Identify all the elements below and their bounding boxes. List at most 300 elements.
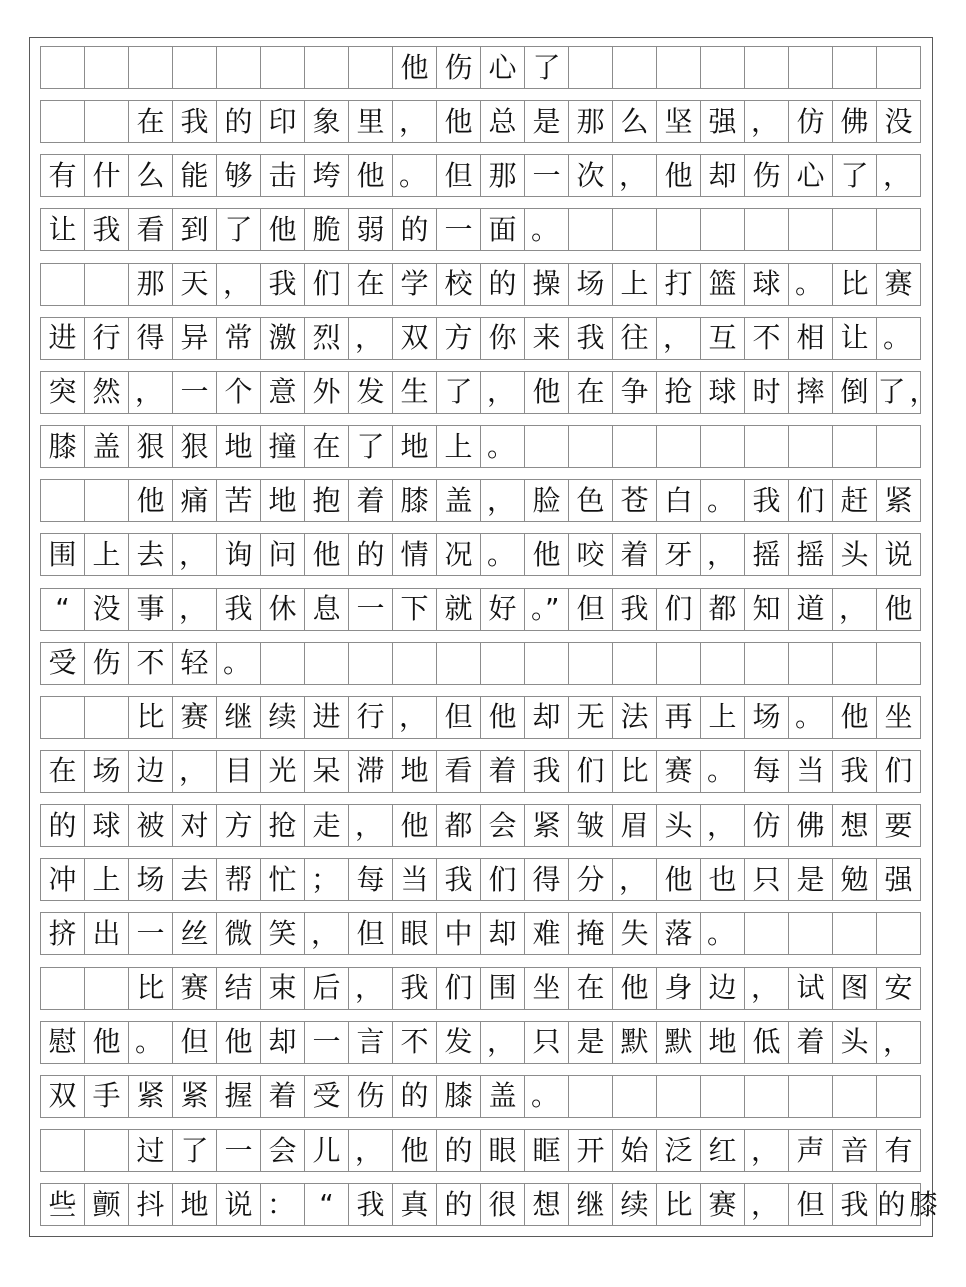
grid-cell: 个 <box>217 372 261 413</box>
grid-cell: 。 <box>877 318 921 359</box>
grid-cell: 抢 <box>657 372 701 413</box>
grid-cell: ， <box>305 913 349 954</box>
grid-cell <box>657 1076 701 1117</box>
grid-cell <box>877 47 921 88</box>
grid-cell: 他 <box>261 209 305 250</box>
grid-cell: 只 <box>745 859 789 900</box>
grid-cell: 一 <box>129 913 173 954</box>
grid-cell: 他 <box>657 859 701 900</box>
grid-cell <box>41 264 85 305</box>
grid-cell: ， <box>393 101 437 142</box>
grid-cell: 声 <box>789 1130 833 1171</box>
grid-cell: 。 <box>701 913 745 954</box>
grid-cell: 上 <box>701 697 745 738</box>
grid-cell: 光 <box>261 751 305 792</box>
grid-cell: 发 <box>349 372 393 413</box>
grid-cell: 他 <box>437 101 481 142</box>
grid-cell: 突 <box>41 372 85 413</box>
grid-cell: 他 <box>393 47 437 88</box>
grid-cell <box>85 264 129 305</box>
grid-cell <box>569 643 613 684</box>
grid-cell: 伤 <box>85 643 129 684</box>
grid-cell: 滞 <box>349 751 393 792</box>
grid-cell <box>701 47 745 88</box>
grid-cell: 不 <box>129 643 173 684</box>
text-row <box>40 1075 921 1118</box>
grid-cell: 。 <box>701 480 745 521</box>
grid-cell: 比 <box>613 751 657 792</box>
grid-cell: 安 <box>877 968 921 1009</box>
grid-cell: 坐 <box>525 968 569 1009</box>
grid-cell <box>833 913 877 954</box>
grid-cell <box>41 47 85 88</box>
title-row <box>40 46 921 89</box>
grid-cell: 手 <box>85 1076 129 1117</box>
grid-cell <box>569 1076 613 1117</box>
grid-cell: 强 <box>701 101 745 142</box>
grid-cell: 双 <box>393 318 437 359</box>
grid-cell: ， <box>833 589 877 630</box>
grid-cell: 篮 <box>701 264 745 305</box>
grid-cell: 然 <box>85 372 129 413</box>
grid-cell: 打 <box>657 264 701 305</box>
grid-cell: 事 <box>129 589 173 630</box>
grid-cell: 默 <box>613 1022 657 1063</box>
grid-cell: 想 <box>833 805 877 846</box>
grid-cell: 苍 <box>613 480 657 521</box>
grid-cell: ， <box>657 318 701 359</box>
grid-cell: 的 <box>393 209 437 250</box>
grid-cell: 帮 <box>217 859 261 900</box>
grid-cell <box>657 426 701 467</box>
text-row <box>40 263 921 306</box>
text-row <box>40 479 921 522</box>
grid-cell: ， <box>613 859 657 900</box>
grid-cell <box>613 426 657 467</box>
grid-cell <box>41 480 85 521</box>
grid-cell: ， <box>701 534 745 575</box>
grid-cell: 些 <box>41 1184 85 1225</box>
grid-cell: 看 <box>437 751 481 792</box>
grid-cell: ， <box>481 372 525 413</box>
grid-cell: 得 <box>129 318 173 359</box>
grid-cell: 着 <box>261 1076 305 1117</box>
grid-cell: 互 <box>701 318 745 359</box>
grid-cell: 勉 <box>833 859 877 900</box>
grid-cell: 言 <box>349 1022 393 1063</box>
grid-cell: 真 <box>393 1184 437 1225</box>
grid-cell <box>789 913 833 954</box>
grid-cell: 好 <box>481 589 525 630</box>
hanging-punctuation: 膝 <box>909 1187 938 1221</box>
grid-cell: ， <box>393 697 437 738</box>
grid-cell <box>877 913 921 954</box>
grid-cell: 了 <box>349 426 393 467</box>
grid-cell: 却 <box>701 155 745 196</box>
grid-cell: 说 <box>217 1184 261 1225</box>
grid-cell: 我 <box>217 589 261 630</box>
grid-cell: 白 <box>657 480 701 521</box>
grid-cell: 再 <box>657 697 701 738</box>
grid-cell: 有 <box>41 155 85 196</box>
grid-cell: 仿 <box>789 101 833 142</box>
grid-cell <box>877 209 921 250</box>
grid-cell: 盖 <box>481 1076 525 1117</box>
grid-cell: 。 <box>481 534 525 575</box>
grid-cell: 弱 <box>349 209 393 250</box>
grid-cell <box>261 47 305 88</box>
grid-cell: 了 <box>833 155 877 196</box>
grid-cell: 地 <box>173 1184 217 1225</box>
grid-cell: ， <box>129 372 173 413</box>
grid-cell: 过 <box>129 1130 173 1171</box>
grid-cell: 。 <box>129 1022 173 1063</box>
grid-cell: 下 <box>393 589 437 630</box>
grid-cell: 况 <box>437 534 481 575</box>
grid-cell <box>657 643 701 684</box>
grid-cell: 膝 <box>393 480 437 521</box>
grid-cell: 操 <box>525 264 569 305</box>
grid-cell: 也 <box>701 859 745 900</box>
grid-cell: 继 <box>569 1184 613 1225</box>
grid-cell: 痛 <box>173 480 217 521</box>
grid-cell <box>877 1076 921 1117</box>
grid-cell: 当 <box>789 751 833 792</box>
grid-cell: 抱 <box>305 480 349 521</box>
grid-cell: 强 <box>877 859 921 900</box>
grid-cell: 是 <box>789 859 833 900</box>
grid-cell: 了 ， <box>877 372 921 413</box>
grid-cell: 击 <box>261 155 305 196</box>
grid-cell: 续 <box>261 697 305 738</box>
grid-cell <box>481 643 525 684</box>
grid-cell: 比 <box>833 264 877 305</box>
grid-cell: 发 <box>437 1022 481 1063</box>
grid-cell: ， <box>349 805 393 846</box>
grid-cell <box>41 697 85 738</box>
grid-cell: 但 <box>789 1184 833 1225</box>
grid-cell: 往 <box>613 318 657 359</box>
grid-cell: 的 <box>481 264 525 305</box>
grid-cell: 。 <box>481 426 525 467</box>
grid-cell: 。 <box>789 697 833 738</box>
grid-cell: 伤 <box>437 47 481 88</box>
text-row <box>40 100 921 143</box>
grid-cell: 头 <box>833 534 877 575</box>
grid-cell <box>85 1130 129 1171</box>
grid-cell <box>569 47 613 88</box>
grid-cell: 紧 <box>129 1076 173 1117</box>
grid-cell <box>41 101 85 142</box>
grid-cell: 地 <box>701 1022 745 1063</box>
grid-cell: 休 <box>261 589 305 630</box>
grid-cell <box>613 643 657 684</box>
grid-cell: 意 <box>261 372 305 413</box>
grid-cell: 倒 <box>833 372 877 413</box>
grid-cell <box>437 643 481 684</box>
grid-cell: ， <box>173 589 217 630</box>
grid-cell <box>305 643 349 684</box>
grid-cell <box>745 47 789 88</box>
grid-cell: 们 <box>481 859 525 900</box>
grid-cell: 我 <box>833 1184 877 1225</box>
grid-cell: 象 <box>305 101 349 142</box>
grid-cell: 慰 <box>41 1022 85 1063</box>
grid-cell: 边 <box>129 751 173 792</box>
grid-cell: 么 <box>129 155 173 196</box>
grid-cell: 受 <box>305 1076 349 1117</box>
grid-cell: 撞 <box>261 426 305 467</box>
grid-cell: ， <box>173 751 217 792</box>
grid-cell: 们 <box>877 751 921 792</box>
grid-cell <box>657 47 701 88</box>
text-row <box>40 642 921 685</box>
grid-cell: 一 <box>525 155 569 196</box>
grid-cell: 常 <box>217 318 261 359</box>
grid-cell: 的 <box>41 805 85 846</box>
grid-cell: 双 <box>41 1076 85 1117</box>
grid-cell: 走 <box>305 805 349 846</box>
grid-cell: 摇 <box>789 534 833 575</box>
grid-cell: 坚 <box>657 101 701 142</box>
grid-cell: 们 <box>569 751 613 792</box>
grid-cell: 球 <box>701 372 745 413</box>
grid-cell: 脆 <box>305 209 349 250</box>
grid-cell: 低 <box>745 1022 789 1063</box>
grid-cell: 去 <box>173 859 217 900</box>
grid-cell: 地 <box>217 426 261 467</box>
grid-cell: 了 <box>173 1130 217 1171</box>
grid-cell: 围 <box>41 534 85 575</box>
grid-cell: 当 <box>393 859 437 900</box>
grid-cell: 坐 <box>877 697 921 738</box>
grid-cell: 狠 <box>129 426 173 467</box>
grid-cell: 印 <box>261 101 305 142</box>
grid-cell <box>85 697 129 738</box>
grid-cell: 有 <box>877 1130 921 1171</box>
grid-cell: 被 <box>129 805 173 846</box>
text-row <box>40 804 921 847</box>
grid-cell: 都 <box>701 589 745 630</box>
grid-cell: 你 <box>481 318 525 359</box>
grid-cell: 会 <box>261 1130 305 1171</box>
grid-cell: 我 <box>525 751 569 792</box>
grid-cell: 上 <box>85 859 129 900</box>
grid-cell: 膝 <box>437 1076 481 1117</box>
grid-cell: 一 <box>305 1022 349 1063</box>
grid-cell: 方 <box>437 318 481 359</box>
text-row <box>40 154 921 197</box>
grid-cell: 着 <box>613 534 657 575</box>
grid-cell: 儿 <box>305 1130 349 1171</box>
grid-cell: 开 <box>569 1130 613 1171</box>
essay-grid-paper <box>29 37 938 1237</box>
grid-cell: 却 <box>481 913 525 954</box>
grid-cell: 里 <box>349 101 393 142</box>
grid-cell: 伤 <box>349 1076 393 1117</box>
grid-cell: 我 <box>613 589 657 630</box>
grid-cell: 就 <box>437 589 481 630</box>
grid-cell: 他 <box>393 1130 437 1171</box>
grid-cell: 那 <box>129 264 173 305</box>
grid-cell: 很 <box>481 1184 525 1225</box>
grid-cell: 仿 <box>745 805 789 846</box>
grid-cell: 校 <box>437 264 481 305</box>
grid-cell: 无 <box>569 697 613 738</box>
grid-cell: 的 <box>437 1130 481 1171</box>
grid-cell: 行 <box>349 697 393 738</box>
grid-cell: 去 <box>129 534 173 575</box>
grid-cell: 那 <box>481 155 525 196</box>
grid-cell: 丝 <box>173 913 217 954</box>
grid-cell: 紧 <box>877 480 921 521</box>
grid-cell: ， <box>349 1130 393 1171</box>
text-row <box>40 533 921 576</box>
grid-cell: 我 <box>437 859 481 900</box>
grid-cell: 让 <box>833 318 877 359</box>
grid-cell: 却 <box>261 1022 305 1063</box>
grid-cell: 我 <box>569 318 613 359</box>
grid-cell: 异 <box>173 318 217 359</box>
grid-cell: 比 <box>657 1184 701 1225</box>
grid-cell: 轻 <box>173 643 217 684</box>
grid-cell: 红 <box>701 1130 745 1171</box>
grid-cell: 他 <box>305 534 349 575</box>
grid-cell: 的 <box>393 1076 437 1117</box>
grid-cell: 颤 <box>85 1184 129 1225</box>
grid-cell: 一 <box>437 209 481 250</box>
grid-cell: 在 <box>41 751 85 792</box>
grid-cell: 让 <box>41 209 85 250</box>
grid-cell: 道 <box>789 589 833 630</box>
grid-cell <box>217 47 261 88</box>
grid-cell <box>85 968 129 1009</box>
grid-cell <box>173 47 217 88</box>
grid-cell <box>701 426 745 467</box>
grid-cell: ； <box>305 859 349 900</box>
grid-cell: 得 <box>525 859 569 900</box>
grid-cell: 着 <box>349 480 393 521</box>
grid-cell: 一 <box>349 589 393 630</box>
grid-cell: 赛 <box>701 1184 745 1225</box>
grid-cell: 地 <box>393 426 437 467</box>
grid-cell: 他 <box>349 155 393 196</box>
grid-cell <box>525 426 569 467</box>
grid-cell: 。 <box>789 264 833 305</box>
text-row <box>40 912 921 955</box>
grid-cell: 不 <box>745 318 789 359</box>
grid-cell: 激 <box>261 318 305 359</box>
grid-cell <box>41 968 85 1009</box>
grid-cell: 结 <box>217 968 261 1009</box>
grid-cell <box>613 209 657 250</box>
grid-cell: 我 <box>261 264 305 305</box>
grid-cell: 够 <box>217 155 261 196</box>
grid-cell: ， <box>217 264 261 305</box>
grid-cell: ， <box>745 1184 789 1225</box>
grid-cell <box>745 1076 789 1117</box>
grid-cell: 伤 <box>745 155 789 196</box>
grid-cell: 皱 <box>569 805 613 846</box>
text-row <box>40 967 921 1010</box>
grid-cell: 牙 <box>657 534 701 575</box>
text-row <box>40 1021 921 1064</box>
grid-cell: 他 <box>657 155 701 196</box>
grid-cell: 。 <box>525 1076 569 1117</box>
grid-cell: 我 <box>349 1184 393 1225</box>
grid-cell <box>701 209 745 250</box>
grid-cell: 息 <box>305 589 349 630</box>
text-row <box>40 588 921 631</box>
grid-cell <box>789 1076 833 1117</box>
grid-cell: 握 <box>217 1076 261 1117</box>
grid-cell: 上 <box>437 426 481 467</box>
grid-cell: 比 <box>129 697 173 738</box>
grid-cell: 咬 <box>569 534 613 575</box>
grid-cell: 他 <box>525 534 569 575</box>
grid-cell: ， <box>349 968 393 1009</box>
grid-cell: 面 <box>481 209 525 250</box>
grid-cell: 脸 <box>525 480 569 521</box>
grid-cell <box>789 426 833 467</box>
grid-cell: 们 <box>305 264 349 305</box>
grid-cell: 都 <box>437 805 481 846</box>
grid-cell: 不 <box>393 1022 437 1063</box>
grid-cell: 失 <box>613 913 657 954</box>
grid-cell: 。” <box>525 589 569 630</box>
grid-cell <box>613 47 657 88</box>
grid-cell <box>745 913 789 954</box>
grid-cell: 赛 <box>173 697 217 738</box>
grid-cell: 学 <box>393 264 437 305</box>
grid-cell: ， <box>481 480 525 521</box>
grid-cell: ： <box>261 1184 305 1225</box>
grid-cell: 时 <box>745 372 789 413</box>
grid-cell: 的 <box>437 1184 481 1225</box>
grid-cell: 要 <box>877 805 921 846</box>
grid-cell: 次 <box>569 155 613 196</box>
grid-cell: 是 <box>569 1022 613 1063</box>
grid-cell: 我 <box>745 480 789 521</box>
grid-cell: 赶 <box>833 480 877 521</box>
grid-cell: 地 <box>393 751 437 792</box>
grid-cell: 场 <box>85 751 129 792</box>
grid-cell: 分 <box>569 859 613 900</box>
text-row <box>40 208 921 251</box>
grid-cell: 方 <box>217 805 261 846</box>
grid-cell: 在 <box>569 372 613 413</box>
grid-cell: 什 <box>85 155 129 196</box>
grid-cell: 盖 <box>85 426 129 467</box>
grid-cell: 问 <box>261 534 305 575</box>
grid-cell <box>701 1076 745 1117</box>
grid-cell: 忙 <box>261 859 305 900</box>
grid-cell: 的 <box>349 534 393 575</box>
grid-cell: 眼 <box>481 1130 525 1171</box>
grid-cell: ， <box>745 101 789 142</box>
grid-cell: 但 <box>437 155 481 196</box>
grid-cell: 们 <box>437 968 481 1009</box>
grid-cell: 挤 <box>41 913 85 954</box>
grid-cell <box>261 643 305 684</box>
grid-cell: 他 <box>393 805 437 846</box>
grid-cell: ， <box>349 318 393 359</box>
grid-cell: 在 <box>305 426 349 467</box>
grid-cell: 落 <box>657 913 701 954</box>
grid-cell: 但 <box>349 913 393 954</box>
grid-cell: 。 <box>393 155 437 196</box>
grid-cell: 赛 <box>173 968 217 1009</box>
